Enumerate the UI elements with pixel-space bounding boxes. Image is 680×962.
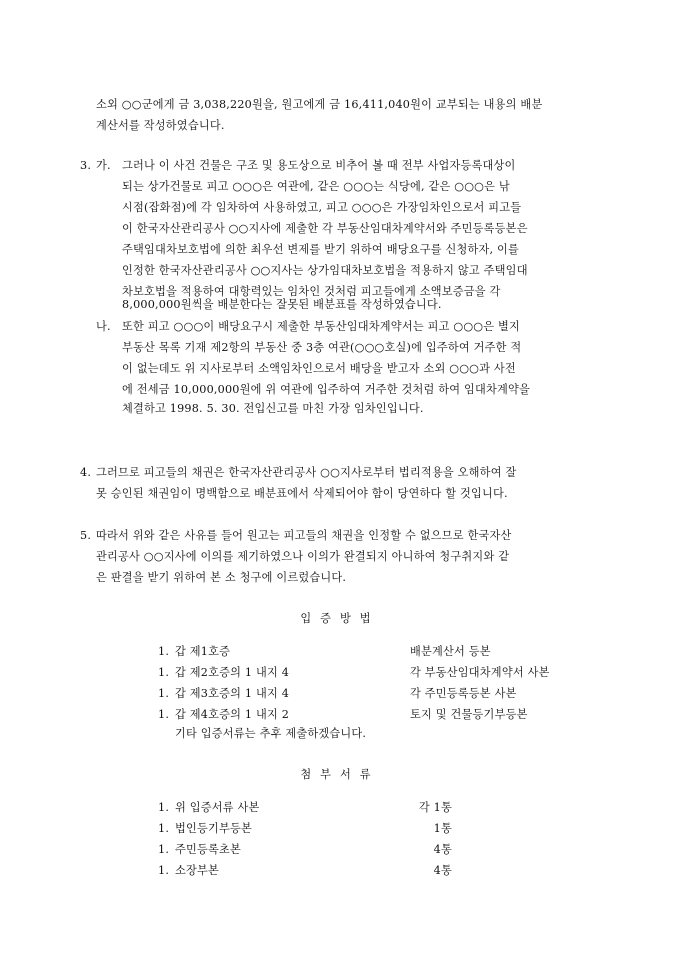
evidence-note: 기타 입증서류는 추후 제출하겠습니다. <box>175 727 367 740</box>
section-3a-line-7: 차보호법을 적용하여 대항력있는 임차인 것처럼 피고들에게 소액보증금을 각 <box>122 285 501 298</box>
section-3a-line-6: 인정한 한국자산관리공사 ○○지사는 상가임대차보호법을 적용하지 않고 주택임대 <box>122 264 528 277</box>
evidence-item-desc: 각 주민등록등본 사본 <box>410 687 517 700</box>
section-5-number: 5. <box>80 529 92 542</box>
evidence-item-title: 갑 제3호증의 1 내지 4 <box>175 687 290 700</box>
p2-line-2: 계산서를 작성하였습니다. <box>96 119 225 132</box>
evidence-item-desc: 배분계산서 등본 <box>410 645 491 658</box>
evidence-item-number: 1. <box>158 687 170 700</box>
attachment-item-count: 4통 <box>433 843 452 856</box>
attachment-item-number: 1. <box>158 801 170 814</box>
section-3a-line-3: 시점(잡화점)에 각 임차하여 사용하였고, 피고 ○○○은 가장임차인으로서 피고들 <box>122 201 522 214</box>
section-4-line-1: 그러므로 피고들의 채권은 한국자산관리공사 ○○지사로부터 법리적용을 오해하여 잘 <box>96 466 517 479</box>
attachments-heading: 첨부서류 <box>300 768 380 781</box>
section-3b-line-4: 에 전세금 10,000,000원에 위 여관에 입주하여 거주한 것처럼 하여 임대차계약을 <box>122 383 531 396</box>
section-5-line-3: 은 판결을 받기 위하여 본 소 청구에 이르렀습니다. <box>96 571 347 584</box>
section-3b-line-2: 부동산 목록 기재 제2항의 부동산 중 3층 여관(○○○호실)에 입주하여 거주한 적 <box>122 341 522 354</box>
evidence-heading: 입증방법 <box>300 612 380 625</box>
evidence-item-title: 갑 제1호증 <box>175 645 231 658</box>
p2-line-1: 소외 ○○군에게 금 3,038,220원을, 원고에게 금 16,411,040원이 교부되는 내용의 배분 <box>96 98 543 111</box>
section-3a-line-4: 이 한국자산관리공사 ○○지사에 제출한 각 부동산임대차계약서와 주민등록등본은 <box>122 222 528 235</box>
attachment-item-title: 소장부본 <box>175 864 220 877</box>
section-3b-line-5: 체결하고 1998. 5. 30. 전입신고를 마친 가장 임차인입니다. <box>122 402 424 415</box>
section-3b-line-1: 또한 피고 ○○○이 배당요구시 제출한 부동산임대차계약서는 피고 ○○○은 별지 <box>122 320 521 333</box>
evidence-item-desc: 각 부동산임대차계약서 사본 <box>410 666 550 679</box>
evidence-item-number: 1. <box>158 708 170 721</box>
attachment-item-title: 위 입증서류 사본 <box>175 801 260 814</box>
evidence-item-title: 갑 제2호증의 1 내지 4 <box>175 666 290 679</box>
section-4-line-2: 못 승인된 채권임이 명백함으로 배분표에서 삭제되어야 함이 당연하다 할 것입니다. <box>96 487 508 500</box>
section-3a-line-5: 주택임대차보호법에 의한 최우선 변제를 받기 위하여 배당요구를 신청하자, 이를 <box>122 243 520 256</box>
evidence-item-title: 갑 제4호증의 1 내지 2 <box>175 708 290 721</box>
section-3a-line-2: 되는 상가건물로 피고 ○○○은 여관에, 같은 ○○○는 식당에, 같은 ○○○은 낚 <box>122 180 510 193</box>
attachment-item-number: 1. <box>158 822 170 835</box>
evidence-item-number: 1. <box>158 666 170 679</box>
section-3-number: 3. <box>80 159 92 172</box>
section-3a-line-8: 8,000,000원씩을 배분한다는 잘못된 배분표를 작성하였습니다. <box>122 298 442 311</box>
attachment-item-number: 1. <box>158 843 170 856</box>
section-3a-line-1: 그러나 이 사건 건물은 구조 및 용도상으로 비추어 볼 때 전부 사업자등록대상이 <box>122 159 516 172</box>
section-3b-line-3: 이 없는데도 위 지사로부터 소액임차인으로서 배당을 받고자 소외 ○○○과 사전 <box>122 362 516 375</box>
attachment-item-title: 주민등록초본 <box>175 843 242 856</box>
section-3-a-label: 가. <box>96 159 111 172</box>
evidence-item-desc: 토지 및 건물등기부등본 <box>410 708 528 721</box>
attachment-item-count: 각 1통 <box>418 801 452 814</box>
section-5-line-1: 따라서 위와 같은 사유를 들어 원고는 피고들의 채권을 인정할 수 없으므로 한국자산 <box>96 529 512 542</box>
attachment-item-count: 1통 <box>433 822 452 835</box>
section-5-line-2: 관리공사 ○○지사에 이의를 제기하였으나 이의가 완결되지 아니하여 청구취지와 같 <box>96 550 510 563</box>
section-4-number: 4. <box>80 466 92 479</box>
attachment-item-count: 4통 <box>433 864 452 877</box>
section-3-b-label: 나. <box>96 320 111 333</box>
attachment-item-number: 1. <box>158 864 170 877</box>
attachment-item-title: 법인등기부등본 <box>175 822 253 835</box>
evidence-item-number: 1. <box>158 645 170 658</box>
